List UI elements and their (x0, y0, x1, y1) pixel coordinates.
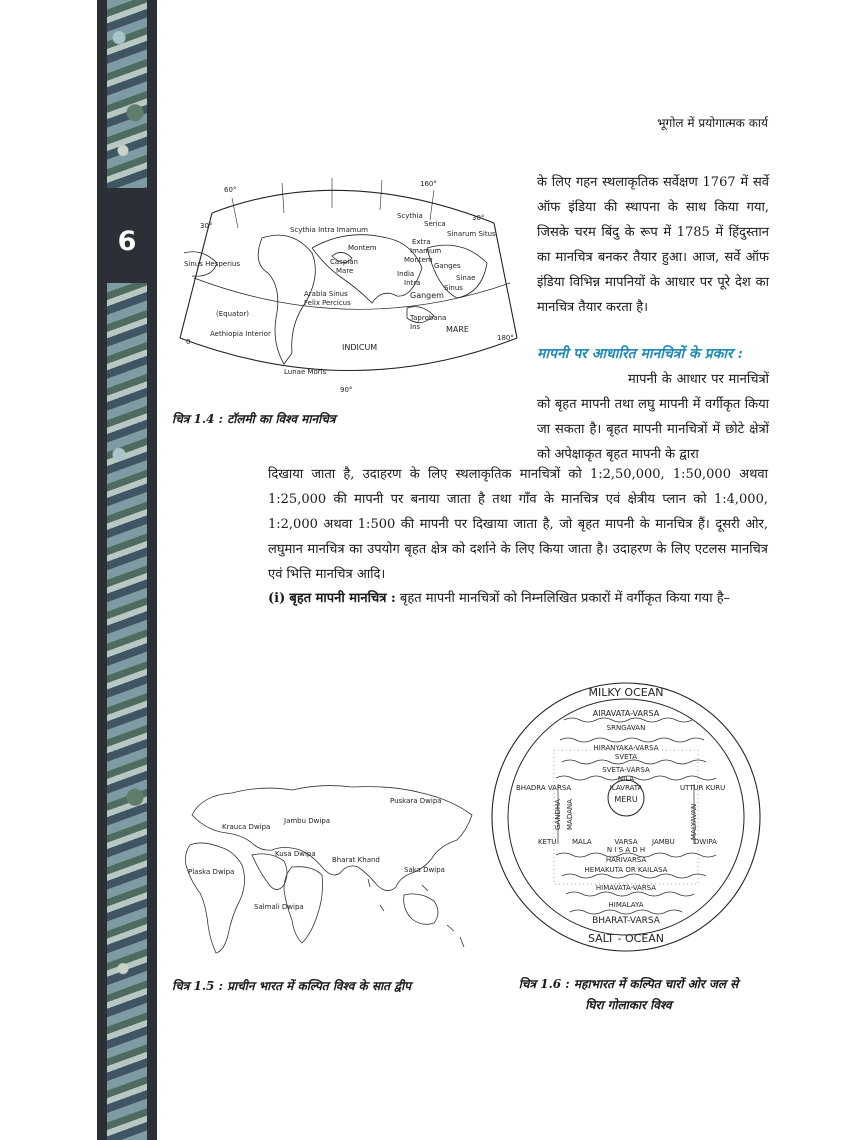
label-aethiopia: Aethiopia Interior (210, 330, 271, 338)
label-kusa-dwipa: Kusa Dwipa (275, 850, 316, 858)
label-ganges: Ganges (434, 262, 461, 270)
caption-fig-1-5: चित्र 1.5 : प्राचीन भारत में कल्पित विश्व के सात द्वीप (172, 979, 412, 993)
label-jambu: JAMBU (652, 838, 675, 846)
list-number: (i) (268, 591, 286, 606)
label-madana: MADANA (566, 799, 574, 830)
label-hiranyaka-varsa: HIRANYAKA-VARSA (593, 744, 659, 752)
label-meru: MERU (614, 795, 638, 804)
label-equator: (Equator) (216, 310, 249, 318)
label-sveta-varsa: SVETA-VARSA (602, 766, 650, 774)
label-scythia: Scythia (397, 212, 423, 220)
satellite-image-strip-bottom (107, 283, 147, 1140)
label-bharat-varsa: BHARAT-VARSA (592, 916, 660, 926)
label-bharat-khand: Bharat Khand (332, 856, 380, 864)
label-arabia-sinus: Arabia Sinus (304, 290, 348, 298)
figure-ptolemy-map (172, 168, 527, 400)
label-160deg: 160° (420, 180, 437, 188)
running-head: भूगोल में प्रयोगात्मक कार्य (657, 116, 768, 130)
page-number: 6 (117, 226, 137, 257)
label-sinae: Sinae (456, 274, 476, 282)
label-bhadra-varsa: BHADRA VARSA (516, 784, 572, 792)
label-harivarsa: HARIVARSA (605, 856, 647, 864)
paragraph-scale-types: मापनी के आधार पर मानचित्रों को बृहत मापनी तथा लघु मापनी में वर्गीकृत किया जा सकता है। बृहत मापनी मानचित्रों में छोटे क्षेत्रों को अपेक्षाकृत बृहत मापनी के द्वारा (537, 372, 769, 462)
label-puskara-dwipa: Puskara Dwipa (390, 797, 442, 805)
label-30deg-left: 30° (200, 222, 213, 230)
label-milky-ocean: MILKY OCEAN (588, 686, 664, 699)
label-krauca-dwipa: Krauca Dwipa (222, 823, 271, 831)
label-sinarum: Sinarum Situs (447, 230, 496, 238)
label-sinus-hesperius: Sinus Hesperius (184, 260, 241, 268)
label-sinus: Sinus (444, 284, 463, 292)
caption-fig-1-6-line2: घिरा गोलाकार विश्व (585, 998, 672, 1012)
label-airavata-varsa: AIRAVATA-VARSA (592, 709, 660, 718)
label-hemakuta: HEMAKUTA OR KAILASA (584, 866, 668, 874)
list-item-large-scale (268, 588, 768, 610)
label-ilavrata: ILAVRATA (609, 784, 643, 792)
paragraph-scale-examples: दिखाया जाता है, उदाहरण के लिए स्थलाकृतिक मानचित्रों को 1:2,50,000, 1:50,000 अथवा 1:25,000 की मापनी पर बनाया जाता है तथा गाँव के मानचित्र एवं क्षेत्रीय प्लान को 1:4,000, 1:2,000 अथवा 1:500 की मापनी पर दिखाया जाता है, जो बृहत मापनी के मानचित्र हैं। दूसरी ओर, लघुमान मानचित्र का उपयोग बृहत क्षेत्र को दर्शाने के लिए किया जाता है। उदाहरण के लिए एटलस मानचित्र एवं भित्ति मानचित्र आदि। (268, 467, 768, 582)
label-taprobana: Taprobana (410, 314, 447, 322)
label-montem-east: Montem (404, 256, 433, 264)
label-malyavan: MALYAVAN (690, 803, 698, 840)
label-lunae: Lunae Moris (284, 368, 327, 376)
label-ketu: KETU (538, 838, 557, 846)
label-srngavan: SRNGAVAN (606, 724, 646, 732)
figure-mahabharata-world (486, 680, 766, 955)
label-salt-ocean: SALT - OCEAN (587, 932, 665, 945)
label-caspian: Caspian (330, 258, 358, 266)
label-scythia-intra: Scythia Intra Imamum (290, 226, 368, 234)
label-uttur-kuru: UTTUR KURU (680, 784, 726, 792)
label-montem: Montem (348, 244, 377, 252)
label-mare-sea: MARE (446, 325, 469, 334)
caption-fig-1-6-line1: चित्र 1.6 : महाभारत में कल्पित चारों ओर जल से (518, 977, 739, 991)
label-saka-dwipa: Saka Dwipa (404, 866, 445, 874)
label-himavata-varsa: HIMAVATA-VARSA (595, 884, 657, 892)
label-60deg: 60° (224, 186, 237, 194)
label-dwipa: DWIPA (694, 838, 717, 846)
label-extra: Extra (412, 238, 431, 246)
label-sveta: SVETA (614, 753, 638, 761)
list-heading: बृहत मापनी मानचित्र : (289, 591, 396, 606)
label-persicus: Percicus (322, 299, 351, 307)
label-serica: Serica (424, 220, 446, 228)
label-0deg: 0 (186, 338, 191, 346)
label-mala: MALA (572, 838, 592, 846)
label-jambu-dwipa: Jambu Dwipa (284, 817, 331, 825)
label-felix: Felix (304, 299, 320, 307)
label-indicum: INDICUM (342, 343, 378, 352)
caption-fig-1-4: चित्र 1.4 : टॉलमी का विश्व मानचित्र (172, 412, 336, 426)
label-intra: Intra (404, 279, 421, 287)
label-salmali-dwipa: Salmali Dwipa (254, 903, 304, 911)
label-90deg: 90° (340, 386, 353, 394)
list-text: बृहत मापनी मानचित्रों को निम्नलिखित प्रकारों में वर्गीकृत किया गया है– (399, 591, 731, 606)
label-180deg: 180° (497, 334, 514, 342)
section-heading-scale-maps: मापनी पर आधारित मानचित्रों के प्रकार : (537, 346, 743, 362)
paragraph-survey-of-india: के लिए गहन स्थलाकृतिक सर्वेक्षण 1767 में सर्वे ऑफ इंडिया की स्थापना के साथ किया गया, जिसके चरम बिंदु के रूप में 1785 में हिंदुस्तान का मानचित्र बनकर तैयार हुआ। आज, सर्वे ऑफ इंडिया विभिन्न मापनियों के आधार पर पूरे देश का मानचित्र तैयार करता है। (537, 175, 769, 315)
figure-seven-dwipas-map (172, 755, 482, 965)
label-india: India (397, 270, 415, 278)
label-mare: Mare (336, 267, 354, 275)
label-plaska-dwipa: Plaska Dwipa (188, 868, 235, 876)
label-nisadh: N I S A D H (606, 846, 646, 854)
label-imamum: Imamum (410, 247, 442, 255)
caption-fig-1-6 (486, 975, 771, 1013)
satellite-image-strip-top (107, 0, 147, 188)
label-gangem: Gangem (410, 291, 444, 300)
label-30deg-right: 30° (472, 214, 485, 222)
label-varsa: VARSA (614, 838, 638, 846)
label-gandha: GANDHA (554, 799, 562, 830)
label-nila: NILA (617, 775, 635, 783)
label-himalaya: HIMALAYA (608, 901, 644, 909)
label-ins: Ins (410, 323, 421, 331)
